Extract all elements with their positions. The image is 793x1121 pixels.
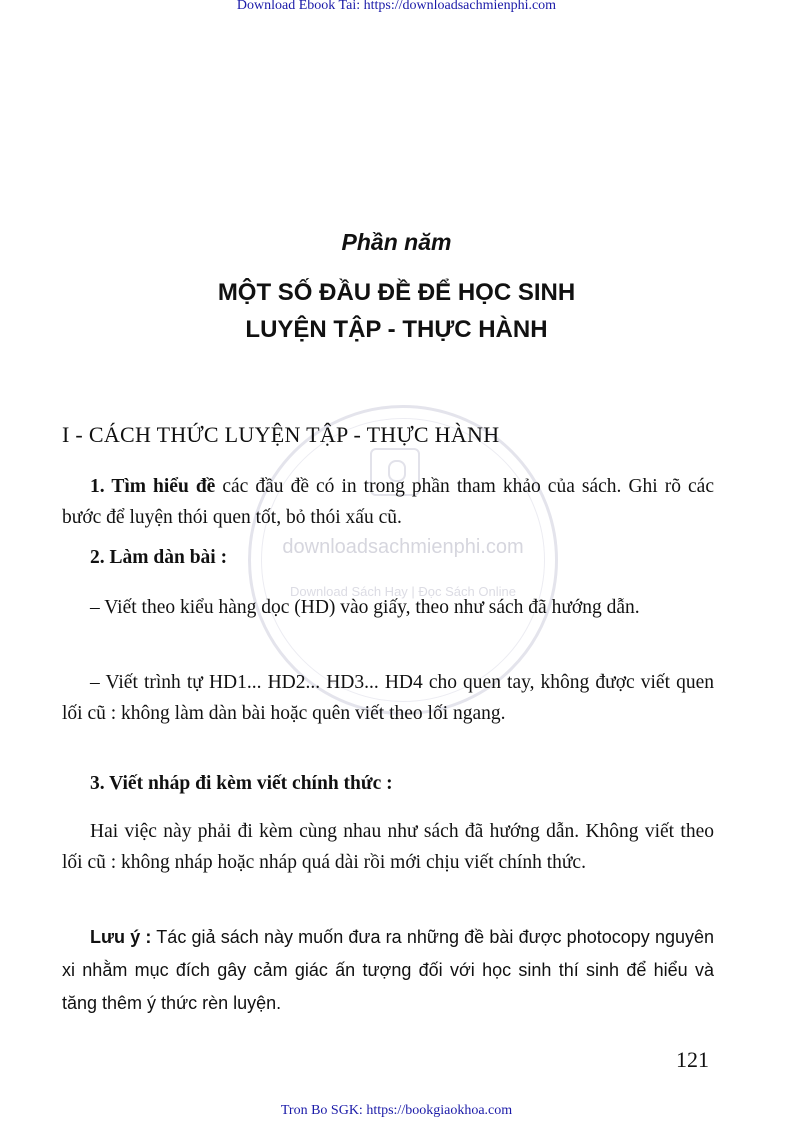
page-number: 121 (676, 1047, 709, 1072)
footer-sgk-link[interactable]: Tron Bo SGK: https://bookgiaokhoa.com (280, 1103, 513, 1118)
note-paragraph (62, 921, 714, 1020)
item2-heading: 2. Làm dàn bài : (90, 547, 228, 568)
chapter-title-line1: MỘT SỐ ĐẦU ĐỀ ĐỂ HỌC SINH (217, 279, 576, 306)
header-download-link[interactable]: Download Ebook Tai: https://downloadsachmienphi.com (236, 0, 557, 13)
section-heading: I - CÁCH THỨC LUYỆN TẬP - THỰC HÀNH (62, 422, 500, 447)
item1-text: các đầu đề có in trong phần tham khảo của sách. Ghi rõ các bước để luyện thói quen tốt, bỏ thói xấu cũ. (62, 476, 714, 528)
note-label: Lưu ý : (90, 927, 152, 947)
item1-label: 1. Tìm hiểu đề (90, 476, 216, 497)
item2-paragraph1: – Viết theo kiểu hàng dọc (HD) vào giấy, theo như sách đã hướng dẫn. (90, 597, 640, 618)
note-text: Tác giả sách này muốn đưa ra những đề bài được photocopy nguyên xi nhằm mục đích gây cảm giác ấn tượng đối với học sinh thí sinh để hiểu và tăng thêm ý thức rèn luyện. (62, 927, 715, 1013)
item3-paragraph: Hai việc này phải đi kèm cùng nhau như sách đã hướng dẫn. Không viết theo lối cũ : không nháp hoặc nháp quá dài rồi mới chịu viết chính thức. (62, 821, 714, 873)
watermark-site: downloadsachmienphi.com (282, 536, 524, 558)
item2-paragraph2: – Viết trình tự HD1... HD2... HD3... HD4 cho quen tay, không được viết quen lối cũ : không làm dàn bài hoặc quên viết theo lối ngang. (62, 672, 714, 724)
item1-paragraph (62, 471, 714, 533)
item3-heading: 3. Viết nháp đi kèm viết chính thức : (90, 773, 393, 794)
part-label: Phần năm (341, 229, 452, 255)
watermark-tagline: Download Sách Hay | Đọc Sách Online (290, 584, 516, 599)
chapter-title-line2: LUYỆN TẬP - THỰC HÀNH (245, 316, 548, 343)
